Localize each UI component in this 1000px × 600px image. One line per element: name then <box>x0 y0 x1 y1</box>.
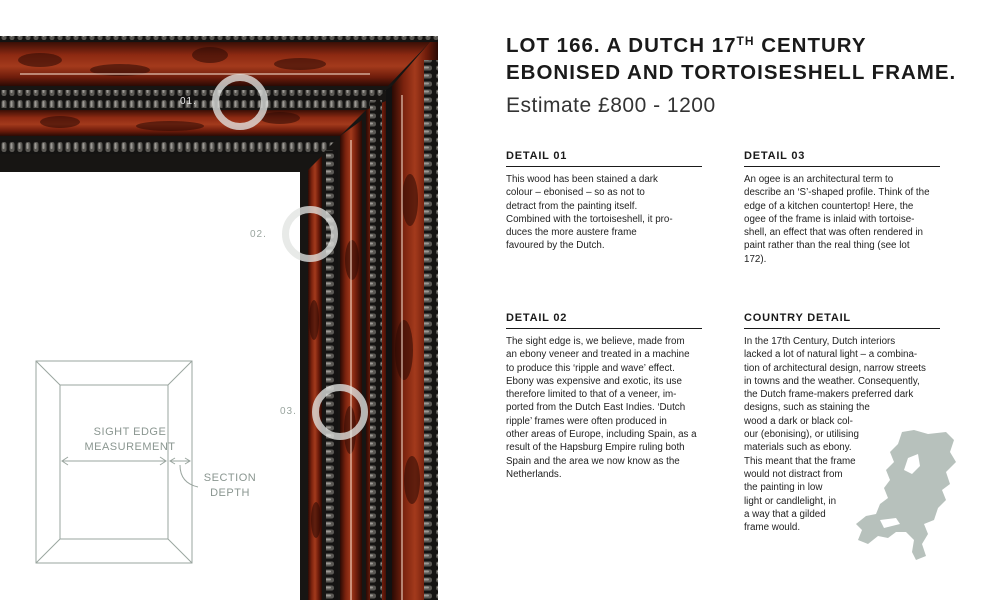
detail-01-marker-label: 01. <box>180 96 197 107</box>
detail-01-line: colour – ebonised – so as not to <box>506 187 645 199</box>
detail-01-marker-ring <box>212 74 268 130</box>
country-detail-line: frame would. <box>744 522 801 534</box>
detail-01-heading: DETAIL 01 <box>506 150 702 167</box>
section-depth-label-line1: SECTION <box>203 472 257 484</box>
detail-02-line: an ebony veneer and treated in a machine <box>506 349 690 361</box>
detail-03-heading: DETAIL 03 <box>744 150 940 167</box>
detail-02-line: The sight edge is, we believe, made from <box>506 336 685 347</box>
country-detail-line: tion of architectural design, narrow streets <box>744 362 926 374</box>
detail-01-line: detract from the painting itself. <box>506 200 638 212</box>
country-detail-line: designs, such as staining the <box>744 402 870 414</box>
detail-02-heading: DETAIL 02 <box>506 312 702 329</box>
lot-title-line1 <box>506 32 976 59</box>
detail-03-line: describe an ‘S’-shaped profile. Think of the <box>744 187 930 199</box>
detail-01-line: This wood has been stained a dark <box>506 174 658 185</box>
country-detail-line: the painting in low <box>744 482 823 494</box>
lot-title <box>506 32 976 86</box>
country-detail-line: This meant that the frame <box>744 455 856 467</box>
section-depth-label <box>195 471 265 501</box>
country-detail-line: In the 17th Century, Dutch interiors <box>744 336 896 347</box>
sight-edge-label-line1: SIGHT EDGE <box>93 426 167 438</box>
country-detail-line: would not distract from <box>744 468 843 480</box>
detail-01-text <box>506 173 702 253</box>
detail-03-line: edge of a kitchen countertop! Here, the <box>744 200 914 212</box>
frame-outline-diagram <box>30 355 270 570</box>
detail-02-block <box>506 312 702 481</box>
detail-02-text <box>506 335 702 481</box>
detail-03-line: An ogee is an architectural term to <box>744 174 894 185</box>
detail-03-marker-ring <box>312 384 368 440</box>
detail-01-line: duces the more austere frame <box>506 227 637 239</box>
detail-01-line: favoured by the Dutch. <box>506 240 605 252</box>
detail-02-marker-ring <box>282 206 338 262</box>
detail-03-line: ogee of the frame is inlaid with tortoise- <box>744 213 915 225</box>
country-detail-line: in towns and the weather. Consequently, <box>744 375 920 387</box>
country-detail-heading: COUNTRY DETAIL <box>744 312 940 329</box>
netherlands-map-icon <box>850 428 960 563</box>
lot-title-line2: EBONISED AND TORTOISESHELL FRAME. <box>506 61 957 84</box>
measurement-diagram <box>30 355 270 570</box>
detail-02-marker-label: 02. <box>250 229 267 240</box>
detail-03-line: shell, an effect that was often rendered in <box>744 227 923 239</box>
country-detail-line: materials such as ebony. <box>744 442 852 454</box>
detail-02-line: Spain and the area we now know as the <box>506 455 680 467</box>
detail-01-block <box>506 150 702 253</box>
detail-02-line: to produce this ‘ripple and wave’ effect. <box>506 362 675 374</box>
detail-03-line: paint rather than the real thing (see lot <box>744 240 910 252</box>
detail-03-line: 172). <box>744 253 767 265</box>
detail-02-line: Ebony was expensive and exotic, its use <box>506 375 682 387</box>
sight-edge-label-line2: MEASUREMENT <box>84 441 176 453</box>
detail-01-line: Combined with the tortoiseshell, it pro- <box>506 213 673 225</box>
lot-title-line1-end: CENTURY <box>754 34 867 57</box>
country-detail-line: light or candlelight, in <box>744 495 837 507</box>
country-detail-line: a way that a gilded <box>744 508 826 520</box>
estimate: Estimate £800 - 1200 <box>506 94 716 117</box>
country-detail-line: the Dutch frame-makers preferred dark <box>744 389 914 401</box>
sight-edge-label <box>70 425 190 455</box>
lot-title-superscript: TH <box>736 34 755 48</box>
detail-03-block <box>744 150 940 266</box>
detail-02-line: ported from the Dutch East Indies. ‘Dutch <box>506 402 686 414</box>
country-detail-line: lacked a lot of natural light – a combina- <box>744 349 918 361</box>
country-detail-line: wood a dark or black col- <box>744 415 853 427</box>
detail-03-marker-label: 03. <box>280 406 297 417</box>
detail-02-line: Netherlands. <box>506 468 562 480</box>
detail-02-line: other areas of Europe, including Spain, as a <box>506 429 697 441</box>
detail-02-line: therefore limited to that of a veneer, im- <box>506 389 677 401</box>
section-depth-label-line2: DEPTH <box>210 487 250 499</box>
detail-02-line: ripple’ frames were often produced in <box>506 415 667 427</box>
lot-title-line1-text: LOT 166. A DUTCH 17 <box>506 34 737 57</box>
detail-02-line: result of the Hapsburg Empire ruling both <box>506 442 685 454</box>
detail-03-text <box>744 173 940 266</box>
country-detail-line: our (ebonising), or utilising <box>744 429 859 441</box>
